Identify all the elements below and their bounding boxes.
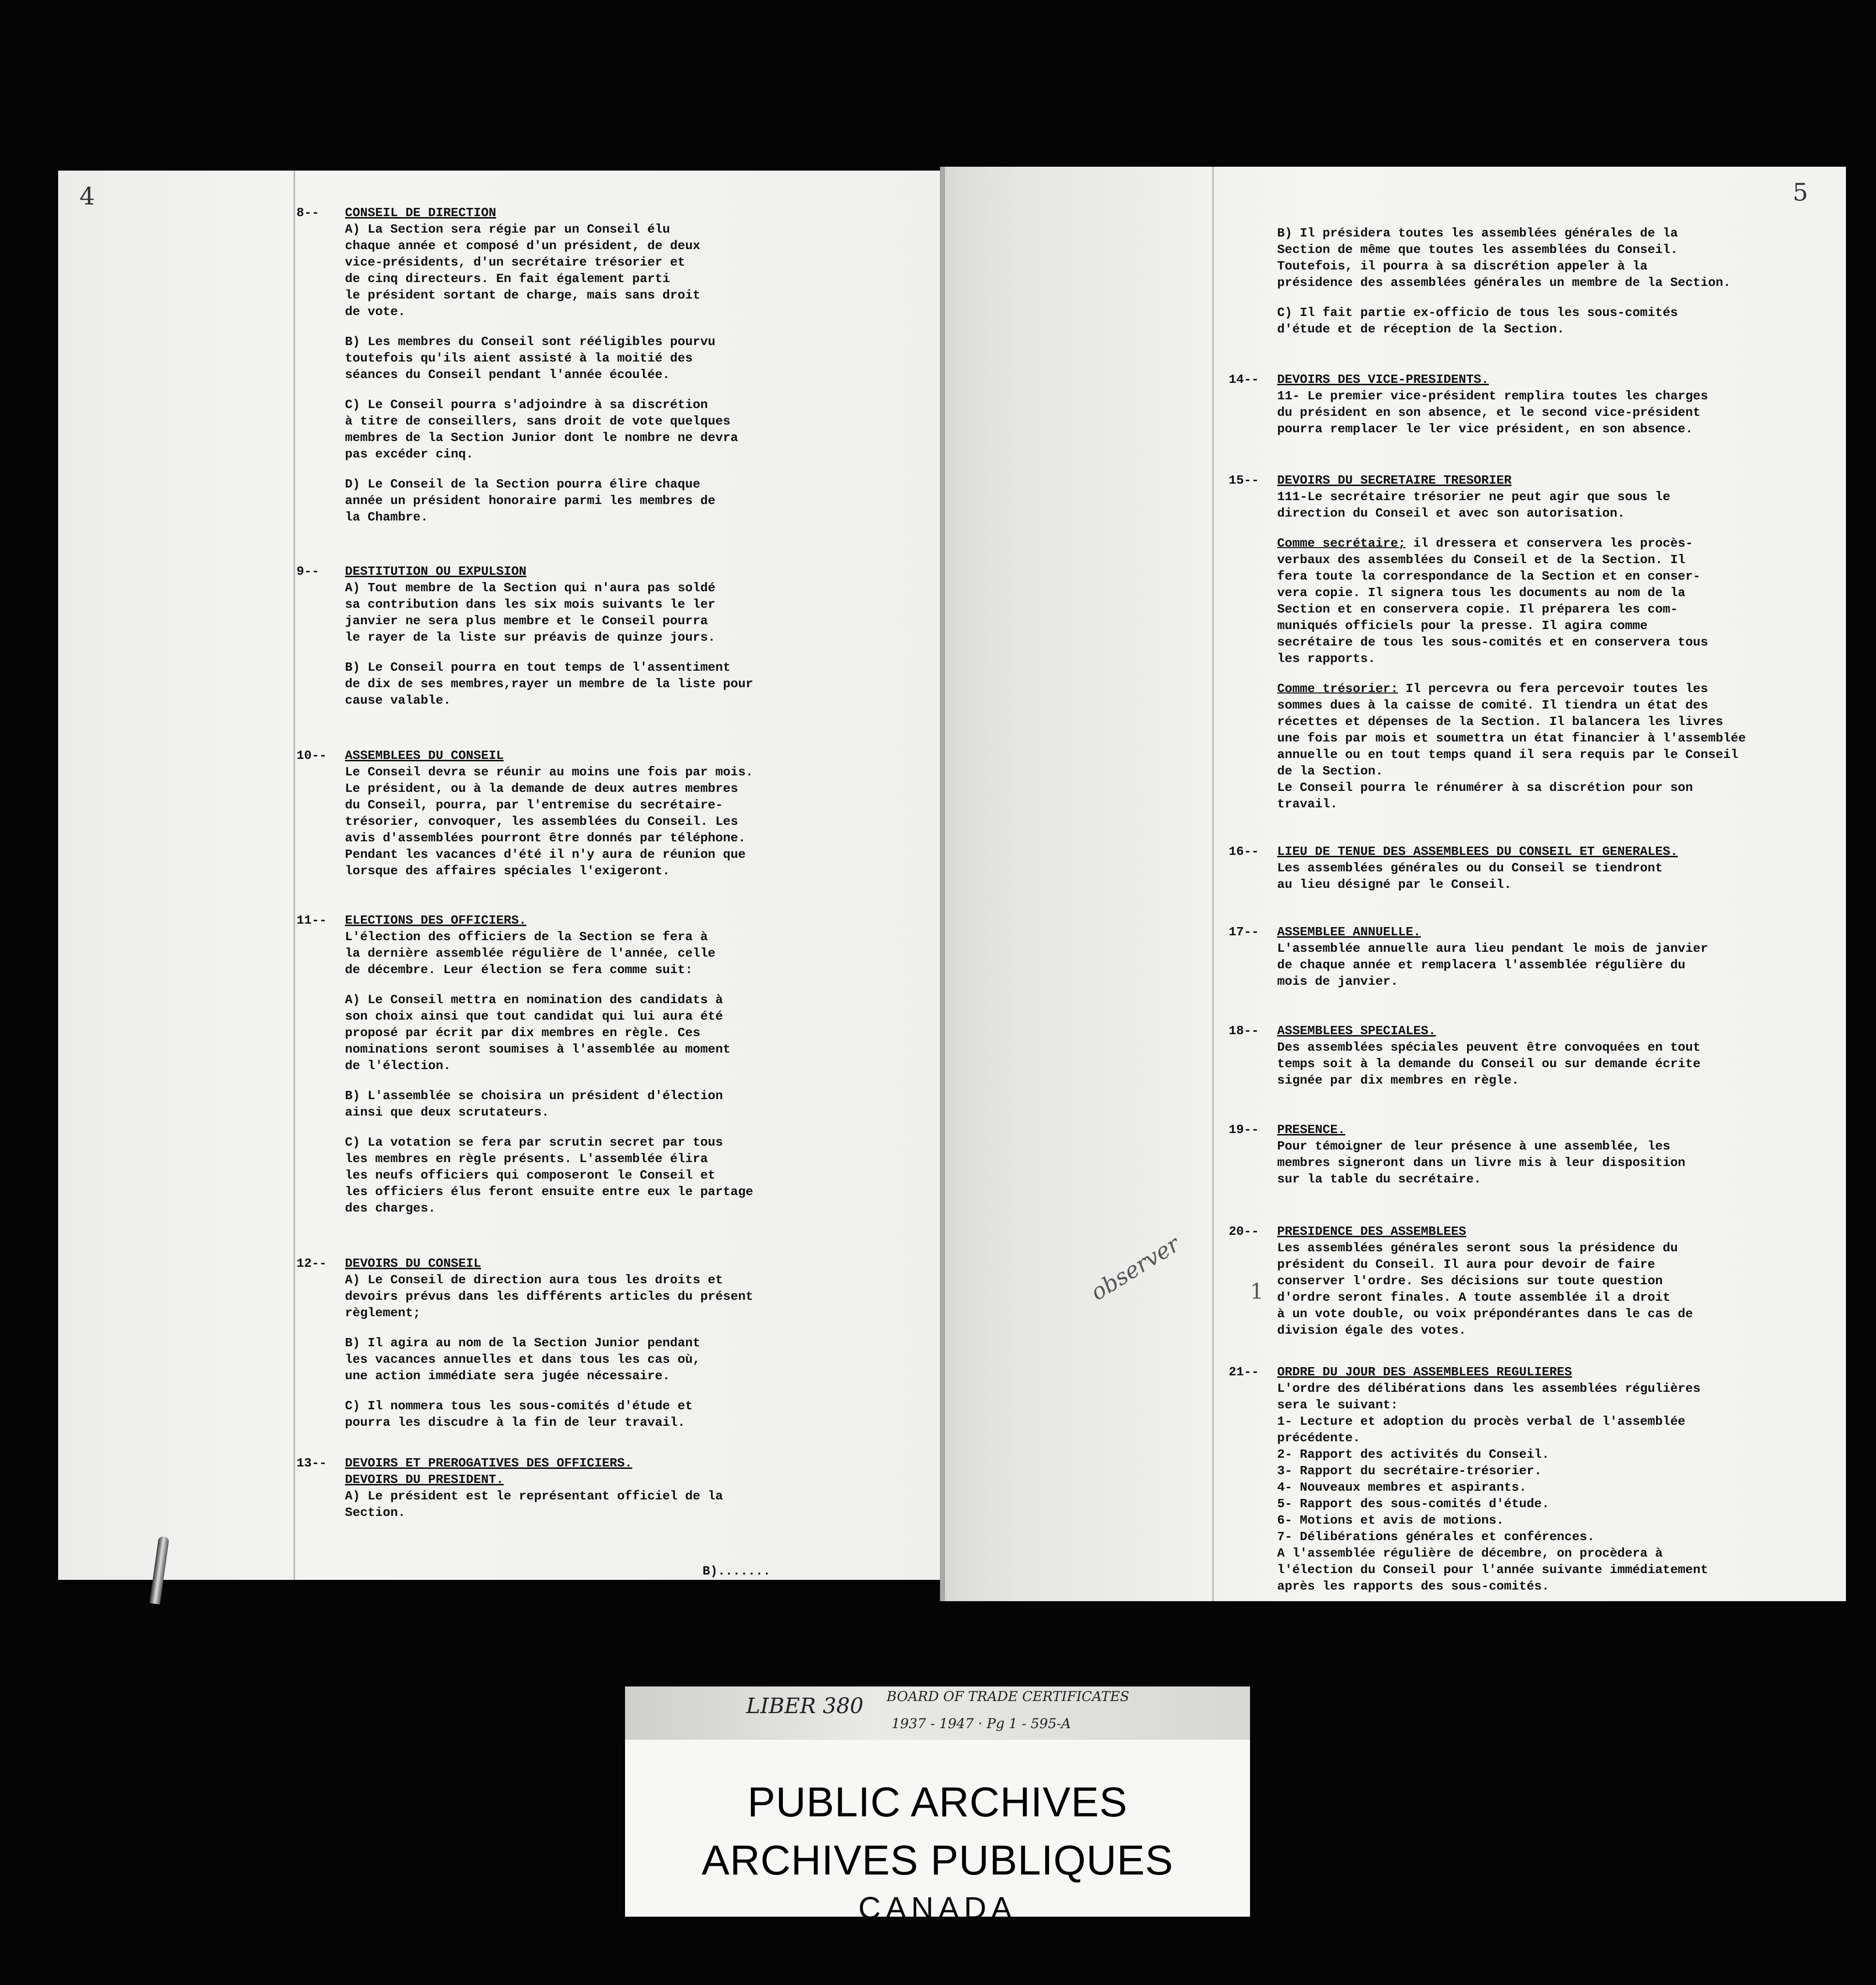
- list-item: 3- Rapport du secrétaire-trésorier.: [1277, 1464, 1542, 1478]
- section-10: [297, 747, 902, 879]
- section-number: 9--: [297, 564, 319, 579]
- stamp-line-country: CANADA: [858, 1890, 1017, 1925]
- secretary-label: Comme secrétaire;: [1277, 536, 1406, 551]
- paragraph: Les assemblées générales seront sous la présidence du président du Conseil. Il aura pour devoir de faire conserver l'ordre. Ses décisions sur toute question d'ordre seront finales. A toute assemblée il a droit à un vote double, ou voix prépondérantes dans le cas de division égale des votes.: [1277, 1241, 1693, 1338]
- page-number: 5: [1793, 178, 1808, 206]
- section-number: 18--: [1229, 1024, 1259, 1038]
- paragraph: B) Il agira au nom de la Section Junior pendant les vacances annuelles et dans tous les cas où, une action immédiate sera jugée nécessaire.: [345, 1336, 701, 1383]
- section-title: ORDRE DU JOUR DES ASSEMBLEES REGULIERES: [1277, 1365, 1572, 1379]
- secretary-text: il dressera et conservera les procès- verbaux des assemblées du Conseil et de la Section. Il fera toute la correspondance de la Section et en conser- vera copie. Il signera tous les documents au nom de la Section et en conservera copie. Il préparera les com- muniqués officiels pour la presse. Il agira comme secrétaire de tous les sous-comités et en conservera tous les rapports.: [1277, 536, 1708, 666]
- list-item: 1- Lecture et adoption du procès verbal de l'assemblée précédente.: [1277, 1414, 1686, 1445]
- section-title: LIEU DE TENUE DES ASSEMBLEES DU CONSEIL ET GENERALES.: [1277, 844, 1678, 859]
- section-number: 11--: [297, 913, 327, 928]
- section-number: 20--: [1229, 1224, 1259, 1239]
- paragraph: A) Le président est le représentant officiel de la Section.: [345, 1489, 723, 1520]
- handwritten-margin-mark: 1: [1250, 1279, 1264, 1304]
- list-item: 4- Nouveaux membres et aspirants.: [1277, 1480, 1527, 1495]
- section-20: [1229, 1223, 1825, 1339]
- section-title: PRESENCE.: [1277, 1122, 1345, 1137]
- section-14: [1229, 371, 1825, 437]
- section-11: [297, 912, 902, 1216]
- treasurer-text: Il percevra ou fera percevoir toutes les sommes dues à la caisse de comité. Il tiendra un état des récettes et dépenses de la Section. Il balancera les livres une fois par mois et soumettra un état financier à l'assemblée annuelle ou en tout temps quand il sera requis par le Conseil de la Section. Le Conseil pourra le rénumérer à sa discrétion pour son travail.: [1277, 681, 1746, 811]
- page-number: 4: [79, 182, 95, 210]
- paragraph: A) La Section sera régie par un Conseil élu chaque année et composé d'un président, de deux vice-présidents, d'un secrétaire trésorier et de cinq directeurs. En fait également parti le président sortant de charge, mais sans droit de vote.: [345, 222, 701, 319]
- paragraph: C) Il nommera tous les sous-comités d'étude et pourra les discudre à la fin de leur travail.: [345, 1399, 693, 1430]
- paragraph: A l'assemblée régulière de décembre, on procèdera à l'élection du Conseil pour l'année suivante immédiatement après les rapports des sous-comités.: [1277, 1546, 1708, 1593]
- margin-rule: [1212, 167, 1214, 1601]
- paragraph: C) Le Conseil pourra s'adjoindre à sa discrétion à titre de conseillers, sans droit de vote quelques membres de la Section Junior dont le nombre ne devra pas excéder cinq.: [345, 397, 738, 461]
- paragraph: A) Tout membre de la Section qui n'aura pas soldé sa contribution dans les six mois suivants le ler janvier ne sera plus membre et le Conseil pourra le rayer de la liste sur préavis de quinze jours.: [345, 581, 716, 645]
- handwritten-margin-note: observer: [1086, 1230, 1184, 1306]
- reference-line-2: 1937 - 1947 · Pg 1 - 595-A: [891, 1716, 1071, 1732]
- section-title: ASSEMBLEES DU CONSEIL: [345, 748, 504, 763]
- paragraph: Pour témoigner de leur présence à une assemblée, les membres signeront dans un livre mis à leur disposition sur la table du secrétaire.: [1277, 1139, 1686, 1186]
- paragraph: 111-Le secrétaire trésorier ne peut agir que sous le direction du Conseil et avec son autorisation.: [1277, 489, 1671, 520]
- section-title: PRESIDENCE DES ASSEMBLEES: [1277, 1224, 1467, 1239]
- section-number: 14--: [1229, 372, 1259, 387]
- right-page: [945, 167, 1846, 1601]
- section-number: 12--: [297, 1256, 327, 1271]
- secretary-paragraph: [1277, 535, 1825, 667]
- section-title: ELECTIONS DES OFFICIERS.: [345, 913, 527, 928]
- treasurer-label: Comme trésorier:: [1277, 681, 1398, 696]
- paragraph: L'élection des officiers de la Section se fera à la dernière assemblée régulière de l'année, celle de décembre. Leur élection se fera comme suit:: [345, 929, 716, 977]
- stamp-line-english: PUBLIC ARCHIVES: [747, 1779, 1128, 1826]
- section-title: DEVOIRS DES VICE-PRESIDENTS.: [1277, 372, 1489, 387]
- section-title: DESTITUTION OU EXPULSION: [345, 564, 527, 579]
- section-number: 16--: [1229, 844, 1259, 859]
- paragraph: 11- Le premier vice-président remplira toutes les charges du président en son absence, et le second vice-président pourra remplacer le ler vice président, en son absence.: [1277, 389, 1708, 436]
- left-page: [58, 171, 945, 1580]
- section-title: DEVOIRS DU CONSEIL: [345, 1256, 481, 1271]
- margin-rule: [294, 171, 295, 1580]
- section-number: 15--: [1229, 473, 1259, 488]
- section-15: [1229, 472, 1825, 812]
- list-item: 7- Délibérations générales et conférences.: [1277, 1529, 1595, 1544]
- paragraph: L'assemblée annuelle aura lieu pendant le mois de janvier de chaque année et remplacera l'assemblée régulière du mois de janvier.: [1277, 941, 1708, 989]
- section-19: [1229, 1121, 1825, 1187]
- list-item: 5- Rapport des sous-comités d'étude.: [1277, 1497, 1549, 1511]
- section-9: [297, 563, 902, 709]
- section-number: 13--: [297, 1456, 327, 1470]
- continuation-marker: B).......: [703, 1564, 771, 1578]
- paragraph: B) L'assemblée se choisira un président d'élection ainsi que deux scrutateurs.: [345, 1088, 723, 1119]
- section-subtitle: DEVOIRS DU PRESIDENT.: [345, 1472, 504, 1487]
- paragraph: A) Le Conseil de direction aura tous les droits et devoirs prévus dans les différents articles du présent règlement;: [345, 1273, 753, 1320]
- paragraph: D) Le Conseil de la Section pourra élire chaque année un président honoraire parmi les membres de la Chambre.: [345, 477, 716, 524]
- section-18: [1229, 1023, 1825, 1088]
- paragraph: A) Le Conseil mettra en nomination des candidats à son choix ainsi que tout candidat qui lui aura été proposé par écrit par dix membres en règle. Ces nominations seront soumises à l'assemblée au moment de l'élection.: [345, 992, 731, 1073]
- section-number: 19--: [1229, 1122, 1259, 1137]
- section-title: ASSEMBLEE ANNUELLE.: [1277, 925, 1421, 939]
- paragraph: Des assemblées spéciales peuvent être convoquées en tout temps soit à la demande du Conseil ou sur demande écrite signée par dix membres en règle.: [1277, 1040, 1701, 1087]
- section-12: [297, 1255, 902, 1431]
- section-title: DEVOIRS DU SECRETAIRE TRESORIER: [1277, 473, 1512, 488]
- paragraph: Les assemblées générales ou du Conseil se tiendront au lieu désigné par le Conseil.: [1277, 861, 1663, 892]
- section-title: ASSEMBLEES SPECIALES.: [1277, 1024, 1436, 1038]
- section-21: [1229, 1364, 1825, 1594]
- section-8: [297, 205, 902, 525]
- reference-line-1: BOARD OF TRADE CERTIFICATES: [887, 1688, 1129, 1704]
- section-title: DEVOIRS ET PREROGATIVES DES OFFICIERS.: [345, 1456, 632, 1470]
- paragraph: B) Les membres du Conseil sont rééligibles pourvu toutefois qu'ils aient assisté à la moitié des séances du Conseil pendant l'année écoulée.: [345, 334, 716, 382]
- paragraph: B) Il présidera toutes les assemblées générales de la Section de même que toutes les assemblées du Conseil. Toutefois, il pourra à sa discrétion appeler à la présidence des assemblées générales un membre de la Section.: [1277, 226, 1731, 290]
- section-number: 8--: [297, 205, 319, 220]
- section-number: 21--: [1229, 1365, 1259, 1379]
- paragraph: B) Le Conseil pourra en tout temps de l'assentiment de dix de ses membres,rayer un membre de la liste pour cause valable.: [345, 660, 753, 708]
- paragraph: C) Il fait partie ex-officio de tous les sous-comités d'étude et de réception de la Section.: [1277, 305, 1678, 336]
- liber-label: LIBER 380: [746, 1694, 864, 1718]
- treasurer-paragraph: [1277, 680, 1825, 812]
- section-17: [1229, 924, 1825, 990]
- stamp-line-french: ARCHIVES PUBLIQUES: [702, 1837, 1173, 1884]
- section-16: [1229, 843, 1825, 893]
- section-number: 10--: [297, 748, 327, 763]
- list-item: 2- Rapport des activités du Conseil.: [1277, 1447, 1549, 1462]
- section-13: [297, 1455, 902, 1521]
- list-item: 6- Motions et avis de motions.: [1277, 1513, 1504, 1528]
- paragraph: L'ordre des délibérations dans les assemblées régulières sera le suivant:: [1277, 1381, 1701, 1412]
- section-title: CONSEIL DE DIRECTION: [345, 205, 497, 220]
- section-13-continued: [1277, 225, 1825, 337]
- paragraph: C) La votation se fera par scrutin secret par tous les membres en règle présents. L'assemblée élira les neufs officiers qui composeront le Conseil et les officiers élus feront ensuite entre eux le partage des charges.: [345, 1135, 753, 1215]
- section-number: 17--: [1229, 925, 1259, 939]
- paragraph: Le Conseil devra se réunir au moins une fois par mois. Le président, ou à la demande de deux autres membres du Conseil, pourra, par l'entremise du secrétaire- trésorier, convoquer, les assemblées du Conseil. Les avis d'assemblées pourront être donnés par téléphone. Pendant les vacances d'été il n'y aura de réunion que lorsque des affaires spéciales l'exigeront.: [345, 765, 753, 878]
